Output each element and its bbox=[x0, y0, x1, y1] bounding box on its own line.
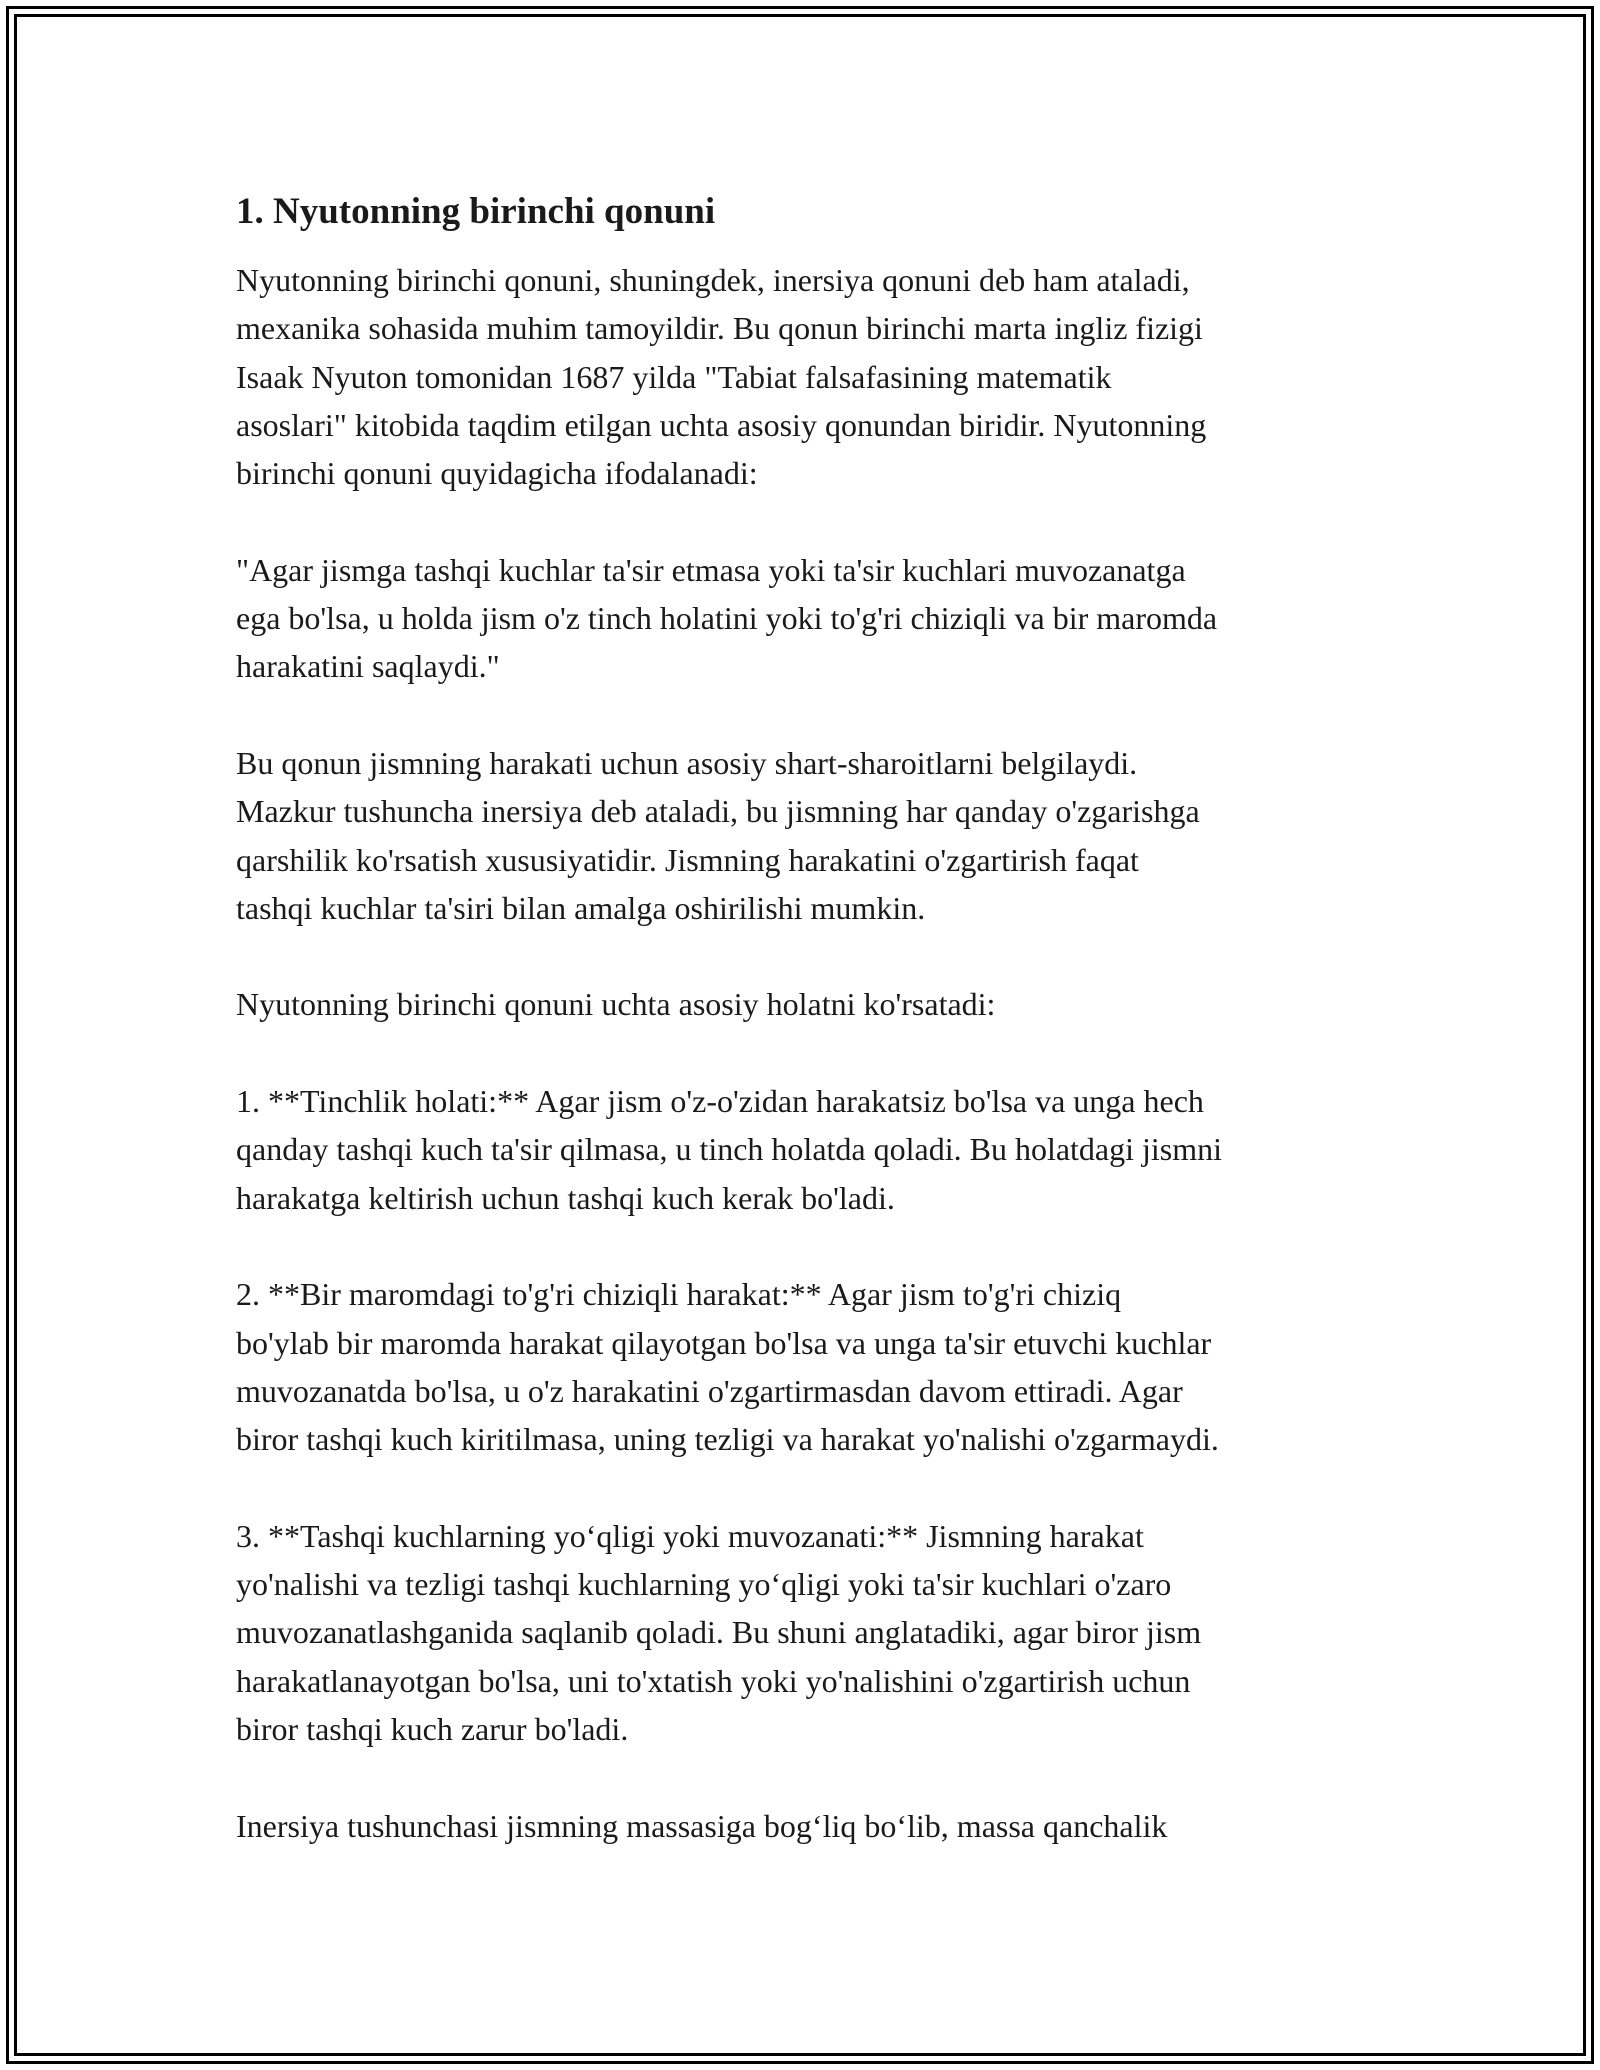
paragraph-quote: "Agar jismga tashqi kuchlar ta'sir etmasa yoki ta'sir kuchlari muvozanatga ega bo'lsa, u holda jism o'z tinch holatini yoki to'g'ri chiziqli va bir maromda harakatini saqlaydi." bbox=[236, 551, 1218, 685]
paragraph-list-intro: Nyutonning birinchi qonuni uchta asosiy holatni ko'rsatadi: bbox=[236, 986, 996, 1023]
list-item-rest: 1. **Tinchlik holati:** Agar jism o'z-o'zidan harakatsiz bo'lsa va unga hech qanday tashqi kuch ta'sir qilmasa, u tinch holatda qoladi. Bu holatdagi jismni harakatga keltirish uchun tashqi kuch kerak bo'ladi. bbox=[236, 1083, 1223, 1216]
list-item-no-forces: 3. **Tashqi kuchlarning yo‘qligi yoki muvozanati:** Jismning harakat yo'nalishi va tezligi tashqi kuchlarning yo‘qligi yoki ta'sir kuchlari o'zaro muvozanatlashganida saqlanib qoladi. Bu shuni anglatadiki, agar biror jism harakatlanayotgan bo'lsa, uni to'xtatish yoki yo'nalishini o'zgartirish uchun biror tashqi kuch zarur bo'ladi. bbox=[236, 1517, 1202, 1747]
paragraph-inertia: Bu qonun jismning harakati uchun asosiy shart-sharoitlarni belgilaydi. Mazkur tushuncha inersiya deb ataladi, bu jismning har qanday o'zgarishga qarshilik ko'rsatish xususiyatidir. Jismning harakatini o'zgartirish faqat tashqi kuchlar ta'siri bilan amalga oshirilishi mumkin. bbox=[236, 744, 1200, 926]
section-heading: 1. Nyutonning birinchi qonuni bbox=[236, 191, 716, 232]
paragraph-mass: Inersiya tushunchasi jismning massasiga bog‘liq bo‘lib, massa qanchalik bbox=[236, 1807, 1168, 1844]
paragraph-intro: Nyutonning birinchi qonuni, shuningdek, inersiya qonuni deb ham ataladi, mexanika sohasida muhim tamoyildir. Bu qonun birinchi marta ingliz fizigi Isaak Nyuton tomonidan 1687 yilda "Tabiat falsafasining matematik asoslari" kitobida taqdim etilgan uchta asosiy qonundan biridir. Nyutonning birinchi qonuni quyidagicha ifodalanadi: bbox=[236, 262, 1207, 492]
list-item-uniform-motion: 2. **Bir maromdagi to'g'ri chiziqli harakat:** Agar jism to'g'ri chiziq bo'ylab bir maromda harakat qilayotgan bo'lsa va unga ta'sir etuvchi kuchlar muvozanatda bo'lsa, u o'z harakatini o'zgartirmasdan davom ettiradi. Agar biror tashqi kuch kiritilmasa, uning tezligi va harakat yo'nalishi o'zgarmaydi. bbox=[236, 1276, 1219, 1458]
document-page bbox=[236, 188, 1386, 1898]
